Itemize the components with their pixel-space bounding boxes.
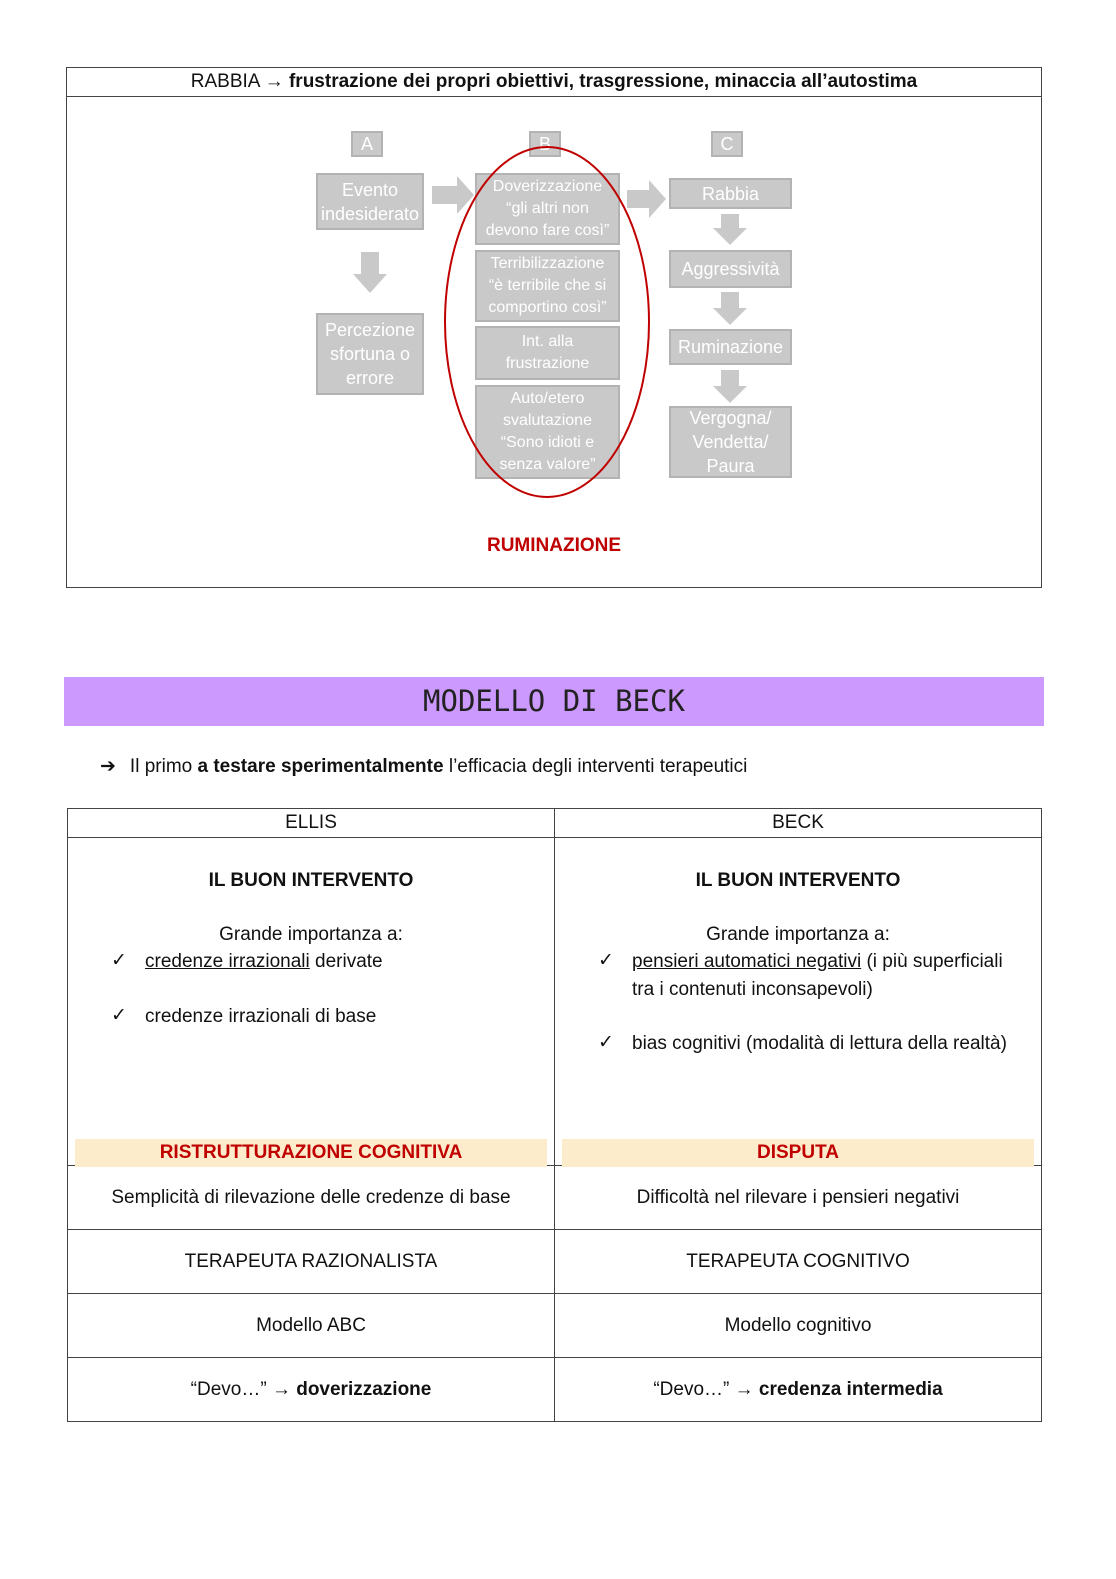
label-c: C [711, 131, 743, 157]
table-header-row [68, 809, 1042, 838]
arrow-a-down [353, 252, 387, 293]
abc-diagram [67, 68, 1043, 528]
arrow-c-down-1 [713, 214, 747, 245]
dover-line2: “gli altri non [506, 200, 589, 217]
label-a: A [351, 131, 383, 157]
table-row [68, 1358, 1042, 1422]
row-beck: TERAPEUTA COGNITIVO [555, 1230, 1042, 1294]
evento-line1: Evento [341, 179, 399, 200]
ellis-importance: Grande importanza a: [219, 924, 403, 945]
label-b: B [529, 131, 561, 157]
beck-item-1-rest: (i più superficiali tra i contenuti inconsapevoli) [632, 951, 1003, 1000]
header-ellis: ELLIS [68, 809, 555, 838]
bullet-arrow-icon: ➔ [100, 756, 116, 777]
rabbia-box [66, 67, 1042, 588]
terr-line3: comportino così” [488, 299, 607, 316]
percezione-line1: Percezione [324, 320, 416, 340]
ellis-cell [68, 838, 555, 1166]
int-line2: frustrazione [505, 355, 590, 372]
row-ellis: Semplicità di rilevazione delle credenze di base [68, 1166, 555, 1230]
arrow-b-to-c [627, 180, 666, 218]
arrow-c-down-3 [713, 370, 747, 403]
auto-line3: “Sono idioti e [500, 434, 595, 451]
auto-line1: Auto/etero [510, 390, 585, 407]
ellis-item-1-rest: derivate [309, 951, 383, 972]
section-title-bar [64, 677, 1044, 726]
beck-title: IL BUON INTERVENTO [695, 870, 901, 891]
evento-line2: indesiderato [320, 203, 420, 224]
diagram-arrows [67, 68, 1043, 528]
table-row [68, 1230, 1042, 1294]
ellis-item-2: credenze irrazionali di base [145, 1006, 377, 1027]
ellis-title: IL BUON INTERVENTO [208, 870, 414, 891]
intro-pre: Il primo [129, 756, 198, 777]
beck-devo: “Devo…” [653, 1378, 735, 1400]
right-arrow-icon: → [264, 71, 284, 92]
terr-line1: Terribilizzazione [490, 255, 605, 272]
check-icon: ✓ [598, 1032, 614, 1053]
ruminazione-label: RUMINAZIONE [486, 535, 622, 556]
table-row [68, 1294, 1042, 1358]
table-body-row [68, 838, 1042, 1166]
ellis-doverizzazione: doverizzazione [290, 1378, 432, 1400]
section-title: MODELLO DI BECK [423, 684, 685, 718]
beck-cell [555, 838, 1042, 1166]
auto-line2: svalutazione [503, 412, 592, 429]
comparison-table [67, 808, 1042, 1422]
beck-highlight: DISPUTA [562, 1139, 1034, 1167]
right-arrow-icon: → [734, 1378, 754, 1400]
arrow-a-to-b [432, 176, 474, 214]
highlight-ellipse [445, 147, 649, 497]
ellis-item-1 [145, 948, 524, 976]
rabbia-causes: frustrazione dei propri obiettivi, trasgressione, minaccia all’autostima [288, 71, 918, 92]
percezione-line3: errore [345, 368, 394, 388]
row-ellis: TERAPEUTA RAZIONALISTA [68, 1230, 555, 1294]
intro-bold: a testare sperimentalmente [197, 756, 444, 777]
int-line1: Int. alla [521, 333, 574, 350]
rabbia-label: RABBIA [190, 71, 260, 92]
beck-item-2: bias cognitivi (modalità di lettura della realtà) [632, 1033, 1007, 1054]
right-arrow-icon: → [271, 1378, 291, 1400]
row-ellis [68, 1358, 555, 1422]
beck-credenza: credenza intermedia [753, 1378, 943, 1400]
check-icon: ✓ [111, 950, 127, 971]
arrow-c-down-2 [713, 292, 747, 325]
table-row [68, 1166, 1042, 1230]
dover-line3: devono fare così” [485, 222, 610, 239]
row-ellis: Modello ABC [68, 1294, 555, 1358]
ellis-devo: “Devo…” [190, 1378, 272, 1400]
header-beck: BECK [555, 809, 1042, 838]
beck-item-1 [632, 948, 1011, 1004]
row-beck: Modello cognitivo [555, 1294, 1042, 1358]
rumin-c-text: Ruminazione [677, 337, 784, 357]
row-beck: Difficoltà nel rilevare i pensieri negativi [555, 1166, 1042, 1230]
verg-line3: Paura [706, 456, 755, 476]
row-beck [555, 1358, 1042, 1422]
percezione-line2: sfortuna o [329, 344, 411, 364]
intro-line [100, 755, 747, 778]
terr-line2: “è terribile che si [488, 277, 607, 294]
verg-line1: Vergogna/ [689, 408, 772, 428]
dover-line1: Doverizzazione [492, 178, 603, 195]
check-icon: ✓ [598, 950, 614, 971]
intro-post: l’efficacia degli interventi terapeutici [443, 756, 748, 777]
auto-line4: senza valore” [499, 456, 596, 473]
verg-line2: Vendetta/ [692, 432, 769, 452]
beck-item-1-underlined: pensieri automatici negativi [632, 951, 862, 972]
aggress-text: Aggressività [681, 259, 780, 279]
rabbia-c-text: Rabbia [701, 183, 760, 204]
check-icon: ✓ [111, 1005, 127, 1026]
ellis-item-1-underlined: credenze irrazionali [145, 951, 310, 972]
beck-importance: Grande importanza a: [706, 924, 890, 945]
ellis-highlight: RISTRUTTURAZIONE COGNITIVA [75, 1139, 547, 1167]
